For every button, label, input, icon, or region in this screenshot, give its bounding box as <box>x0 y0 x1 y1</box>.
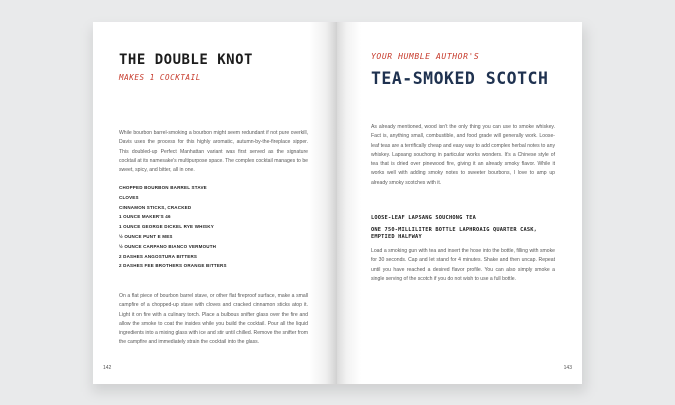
recipe-method: Load a smoking gun with tea and insert the hose into the bottle, filling with smoke for 30 seconds. Cap and let stand for 4 minutes. Shake and then uncap. Repeat until you have reached a desired flavor profile. You can also simply smoke a single serving of the scotch if you do not wish to use a full bottle. <box>371 248 555 282</box>
ingredient-item: CLOVES <box>119 194 139 200</box>
ingredient-item: 1 OUNCE GEORGE DICKEL RYE WHISKY <box>119 224 214 230</box>
ingredient-item: 2 DASHES FEE BROTHERS ORANGE BITTERS <box>119 263 227 269</box>
right-page <box>337 22 582 384</box>
ingredient-item: 2 DASHES ANGOSTURA BITTERS <box>119 253 198 259</box>
left-page <box>93 22 337 384</box>
ingredient-item: ½ OUNCE PUNT E MES <box>119 233 173 239</box>
gutter-shade <box>309 22 337 384</box>
page-number: 143 <box>563 365 572 371</box>
ingredient-item: CINNAMON STICKS, CRACKED <box>119 204 192 210</box>
recipe-title: THE DOUBLE KNOT <box>119 52 253 68</box>
ingredient-item: ½ OUNCE CARPANO BIANCO VERMOUTH <box>119 243 217 249</box>
recipe-intro: As already mentioned, wood isn't the only thing you can use to smoke whiskey. Fact is, anything small, combustible, and food grade will generally work. Loose-leaf teas are a terrifically cheap and easy way to add complex herbal notes to any whiskey. Lapsang souchong in particular works wonders. It's a Chinese style of tea that is dried over pinewood fire, giving it an already smoky flavor. While it works well with adding smoky notes to sweeter bourbons, I love to amp up already smoky scotches with it. <box>371 124 555 186</box>
ingredient-list <box>119 183 227 271</box>
ingredient-item: CHOPPED BOURBON BARREL STAVE <box>119 185 207 190</box>
recipe-yield: MAKES 1 COCKTAIL <box>119 73 201 82</box>
ingredient-item: 1 OUNCE MAKER'S 46 <box>119 214 171 220</box>
ingredient-item: LOOSE-LEAF LAPSANG SOUCHONG TEA <box>371 215 477 221</box>
page-number: 142 <box>103 365 112 371</box>
gutter-shade <box>337 22 361 384</box>
ingredient-item: ONE 750-MILLILITER BOTTLE LAPHROAIG QUARTER CASK, EMPTIED HALFWAY <box>371 227 538 240</box>
recipe-intro: While bourbon barrel-smoking a bourbon might seem redundant if not pure overkill, Davis uses the process for this highly aromatic, autumn-by-the-fireplace sipper. This doubled-up Perfect Manhattan variant was first served as the signature cocktail at its namesake's multipurpose space. The complex cocktail manages to be sweet, spicy, and bitter, all in one. <box>119 130 308 174</box>
recipe-title: TEA-SMOKED SCOTCH <box>371 69 549 88</box>
recipe-kicker: YOUR HUMBLE AUTHOR'S <box>371 52 480 61</box>
recipe-method: On a flat piece of bourbon barrel stave, or other flat fireproof surface, make a small campfire of a chopped-up stave with cloves and cracked cinnamon sticks atop it. Light it on fire with a culinary torch. Place a bulbous snifter glass over the fire and allow the smoke to coat the insides while you build the cocktail. Pour all the liquid ingredients into a mixing glass with ice and stir until chilled. Remove the snifter from the campfire and immediately strain the cocktail into the glass. <box>119 293 308 346</box>
